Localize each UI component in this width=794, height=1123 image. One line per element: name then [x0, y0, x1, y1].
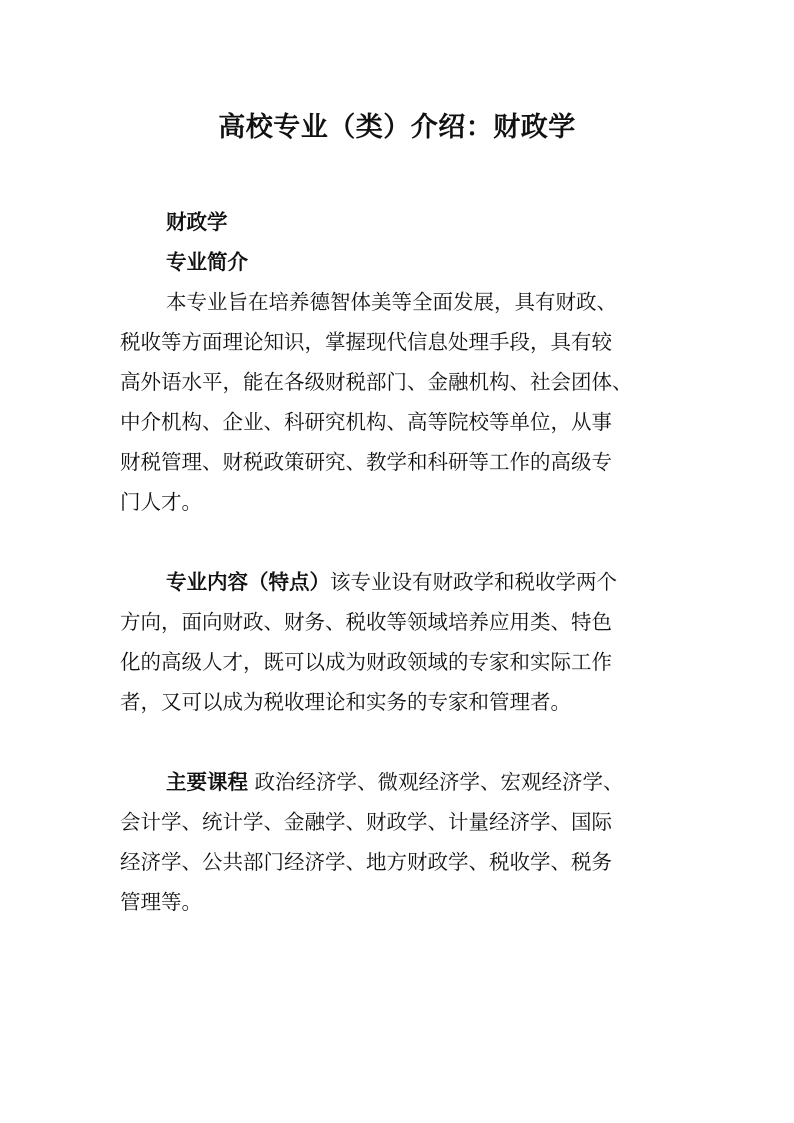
- intro-line: 门人才。: [120, 490, 202, 514]
- courses-line: [120, 762, 675, 802]
- intro-line: 中介机构、企业、科研究机构、高等院校等单位，从事: [120, 410, 612, 434]
- major-name-heading: 财政学: [166, 210, 228, 234]
- paragraph-spacer: [120, 522, 675, 562]
- intro-heading: 专业简介: [166, 250, 248, 274]
- courses-heading: 主要课程: [166, 770, 248, 794]
- document-body: [120, 202, 675, 922]
- courses-line: 经济学、公共部门经济学、地方财政学、税收学、税务: [120, 850, 612, 874]
- intro-line: 高外语水平，能在各级财税部门、金融机构、社会团体、: [120, 370, 633, 394]
- intro-line: 税收等方面理论知识，掌握现代信息处理手段，具有较: [120, 330, 612, 354]
- courses-line: 管理等。: [120, 890, 202, 914]
- intro-line: 财税管理、财税政策研究、教学和科研等工作的高级专: [120, 450, 612, 474]
- features-text: 该专业设有财政学和税收学两个: [330, 570, 617, 594]
- courses-text: 政治经济学、微观经济学、宏观经济学、: [248, 770, 624, 794]
- paragraph-spacer: [120, 722, 675, 762]
- page-title: 高校专业（类）介绍：财政学: [218, 112, 576, 143]
- features-line: 方向，面向财政、财务、税收等领域培养应用类、特色: [120, 610, 612, 634]
- features-heading: 专业内容（特点）: [166, 570, 330, 594]
- intro-line: 本专业旨在培养德智体美等全面发展，具有财政、: [166, 290, 617, 314]
- features-line: [120, 562, 675, 602]
- features-line: 化的高级人才，既可以成为财政领域的专家和实际工作: [120, 650, 612, 674]
- features-line: 者，又可以成为税收理论和实务的专家和管理者。: [120, 690, 571, 714]
- courses-line: 会计学、统计学、金融学、财政学、计量经济学、国际: [120, 810, 612, 834]
